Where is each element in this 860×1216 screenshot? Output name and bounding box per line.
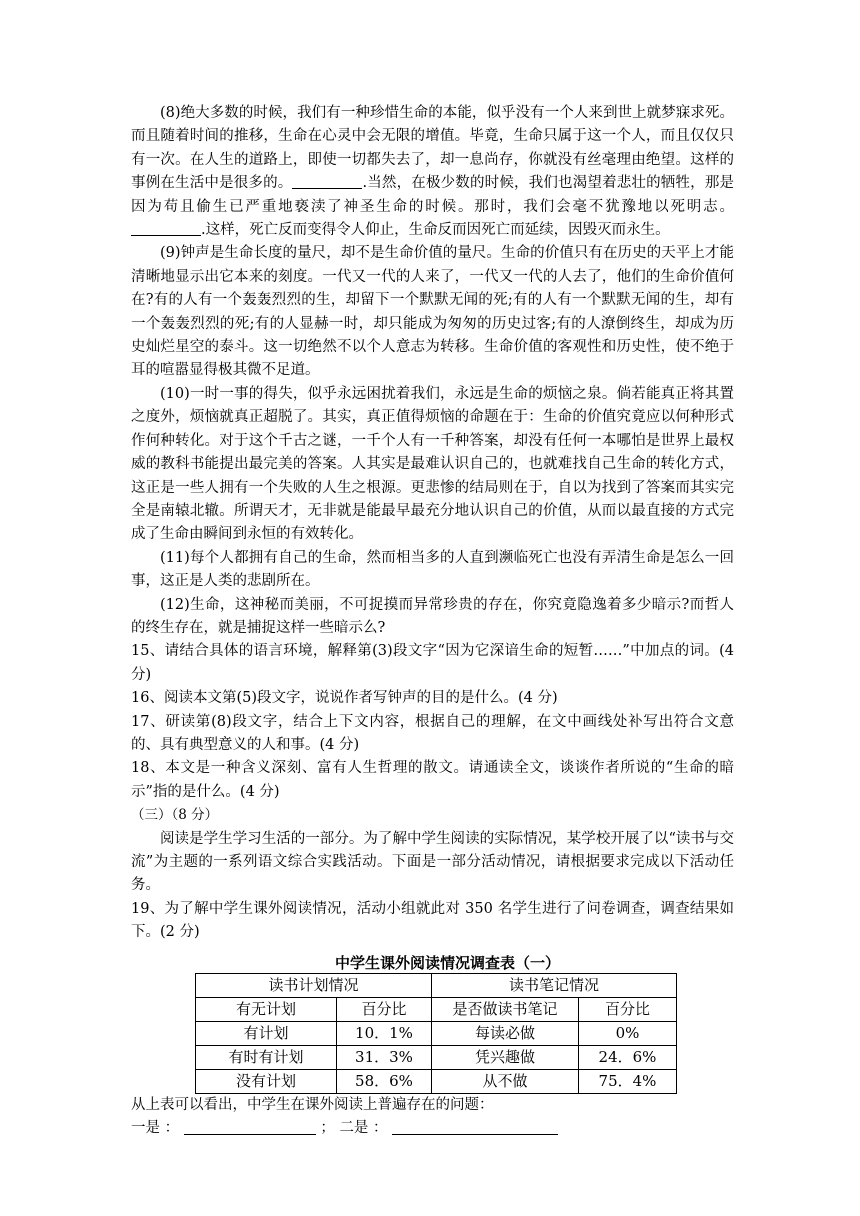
table-row [196, 1021, 677, 1045]
paragraph-11: (11)每个人都拥有自己的生命，然而相当多的人直到濒临死亡也没有弄清生命是怎么一回事，这正是人类的悲剧所在。 [131, 549, 734, 590]
paragraph-12: (12)生命，这神秘而美丽，不可捉摸而异常珍贵的存在，你究竟隐逸着多少暗示?而哲人的终生存在，就是捕捉这样一些暗示么? [131, 596, 734, 636]
answer-line-row [131, 1117, 734, 1140]
table-cell: 24．6% [579, 1045, 677, 1069]
paragraph-8-part2: .当然，在极少数的时候，我们也渴望着悲壮的牺牲，那是因为苟且偷生已严重地亵渎了神圣生命的时候。那时，我们会毫不犹豫地以死明志。 [131, 175, 734, 215]
table-cell: 10．1% [337, 1021, 432, 1045]
table-cell: 有时有计划 [196, 1045, 337, 1069]
survey-table-title: 中学生课外阅读情况调查表（一） [334, 953, 560, 972]
table-cell: 31．3% [337, 1045, 432, 1069]
section-3-intro: 阅读是学生学习生活的一部分。为了解中学生阅读的实际情况，某学校开展了以“读书与交流”为主题的一系列语文综合实践活动。下面是一部分活动情况，请根据要求完成以下活动任务。 [131, 830, 734, 894]
table-row [196, 1045, 677, 1069]
section-3-title: （三）（8 分） [131, 807, 219, 824]
table-cell: 每读必做 [432, 1021, 579, 1045]
table-cell: 有计划 [196, 1021, 337, 1045]
answer-label-first: 一是 ： [131, 1120, 180, 1137]
group-header-plan: 读书计划情况 [196, 973, 432, 997]
table-cell: 0% [579, 1021, 677, 1045]
paragraph-9: (9)钟声是生命长度的量尺，却不是生命价值的量尺。生命的价值只有在历史的天平上才能清晰地显示出它本来的刻度。一代又一代的人来了，一代又一代的人去了，他们的生命价值何在?有的人有一个轰轰烈烈的生，却留下一个默默无闻的死;有的人有一个默默无闻的生，却有一个轰轰烈烈的死;有的人显赫一时，却只能成为匆匆的历史过客;有的人潦倒终生，却成为历史灿烂星空的泰斗。这一切绝然不以个人意志为转移。生命价值的客观性和历史性，使不绝于耳的喧嚣显得极其微不足道。 [131, 245, 734, 379]
question-15: 15、请结合具体的语言环境，解释第(3)段文字“因为它深谙生命的短暂……”中加点的词。(4 分) [131, 643, 734, 683]
paragraph-10: (10)一时一事的得失，似乎永远困扰着我们，永远是生命的烦恼之泉。倘若能真正将其置之度外，烦恼就真正超脱了。其实，真正值得烦恼的命题在于：生命的价值究竟应以何种形式作何种转化。对于这个千古之谜，一千个人有一千种答案，却没有任何一本哪怕是世界上最权威的教科书能提出最完美的答案。人其实是最难认识自己的，也就难找自己生命的转化方式，这正是一些人拥有一个失败的人生之根源。更悲惨的结局则在于，自以为找到了答案而其实完全是南辕北辙。所谓天才，无非就是能最早最充分地认识自己的价值，从而以最直接的方式完成了生命由瞬间到永恒的有效转化。 [131, 385, 734, 543]
table-cell: 75．4% [579, 1069, 677, 1093]
question-17: 17、研读第(8)段文字，结合上下文内容，根据自己的理解，在文中画线处补写出符合文意的、具有典型意义的人和事。(4 分) [131, 713, 734, 753]
col-header-percent-2: 百分比 [579, 997, 677, 1021]
table-column-header-row [196, 997, 677, 1021]
paragraph-8-part3: .这样，死亡反而变得令人仰止，生命反而因死亡而延续，因毁灭而永生。 [201, 222, 670, 239]
table-row [196, 1069, 677, 1093]
table-cell: 没有计划 [196, 1069, 337, 1093]
answer-blank-2[interactable] [131, 221, 201, 236]
table-group-header-row [196, 973, 677, 997]
table-cell: 58．6% [337, 1069, 432, 1093]
table-cell: 从不做 [432, 1069, 579, 1093]
paragraph-8-part1: (8)绝大多数的时候，我们有一种珍惜生命的本能，似乎没有一个人来到世上就梦寐求死。而且随着时间的推移，生命在心灵中会无限的增值。毕竟，生命只属于这一个人，而且仅仅只有一次。在人生的道路上，即使一切都失去了，却一息尚存，你就没有丝毫理由绝望。这样的事例在生活中是很多的。 [131, 105, 734, 192]
paragraph-8 [131, 102, 734, 242]
question-16: 16、阅读本文第(5)段文字，说说作者写钟声的目的是什么。(4 分) [131, 690, 558, 707]
answer-line-first[interactable] [184, 1119, 316, 1135]
survey-table [195, 973, 677, 1094]
group-header-notes: 读书笔记情况 [432, 973, 677, 997]
col-header-plan: 有无计划 [196, 997, 337, 1021]
answer-label-second: 二是 ： [339, 1120, 388, 1137]
answer-line-second[interactable] [392, 1119, 558, 1135]
conclusion-text: 从上表可以看出，中学生在课外阅读上普遍存在的问题： [131, 1096, 494, 1113]
question-18: 18、本文是一种含义深刻、富有人生哲理的散文。请通读全文，谈谈作者所说的“生命的暗示”指的是什么。(4 分) [131, 760, 734, 800]
question-19: 19、为了解中学生课外阅读情况，活动小组就此对 350 名学生进行了问卷调查，调查结果如下。(2 分) [131, 900, 734, 941]
answer-blank-1[interactable] [292, 174, 362, 189]
answer-separator: ； [320, 1120, 335, 1137]
col-header-notes: 是否做读书笔记 [432, 997, 579, 1021]
page-content [131, 102, 734, 1140]
table-cell: 凭兴趣做 [432, 1045, 579, 1069]
col-header-percent-1: 百分比 [337, 997, 432, 1021]
